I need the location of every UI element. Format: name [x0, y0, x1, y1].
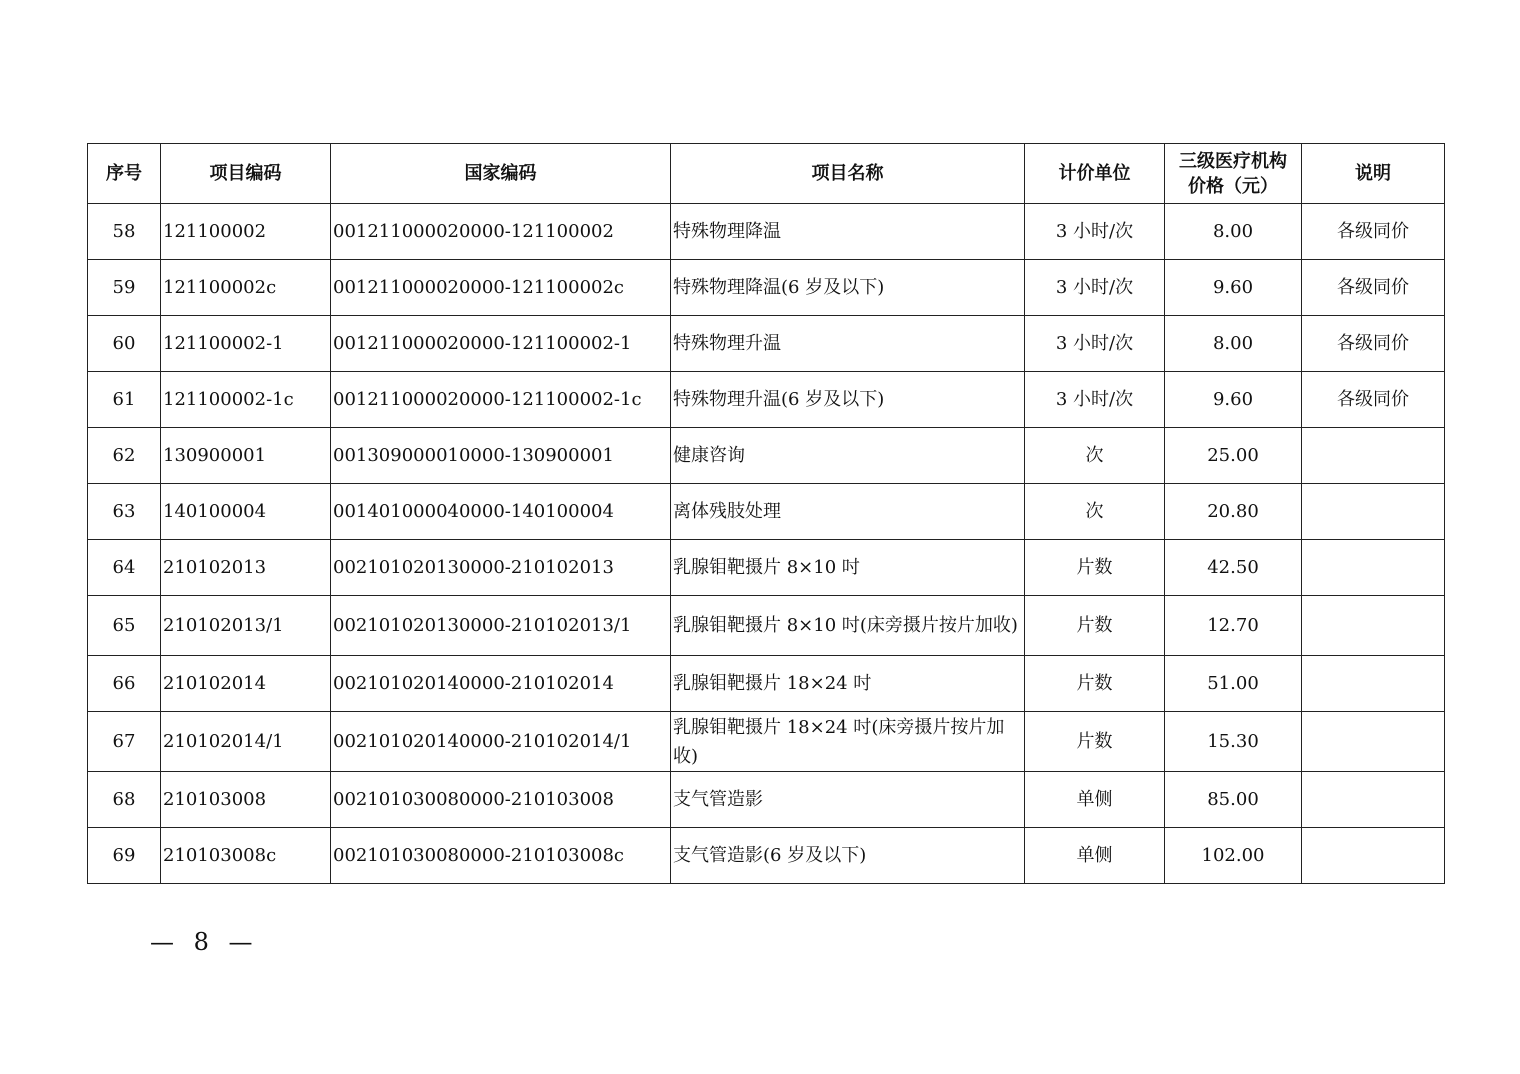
cell-national-code: 002101020130000-210102013/1	[331, 596, 671, 656]
cell-price: 85.00	[1165, 772, 1302, 828]
header-seq: 序号	[88, 144, 161, 204]
cell-seq: 65	[88, 596, 161, 656]
table-row	[88, 204, 1445, 260]
cell-national-code: 002101030080000-210103008	[331, 772, 671, 828]
cell-item-code: 121100002	[161, 204, 331, 260]
cell-unit: 次	[1025, 484, 1165, 540]
cell-unit: 片数	[1025, 596, 1165, 656]
cell-price: 9.60	[1165, 260, 1302, 316]
cell-item-code: 210102013/1	[161, 596, 331, 656]
cell-price: 12.70	[1165, 596, 1302, 656]
cell-note	[1302, 772, 1445, 828]
cell-item-code: 121100002c	[161, 260, 331, 316]
cell-item-name: 离体残肢处理	[671, 484, 1025, 540]
table-row	[88, 772, 1445, 828]
cell-item-name: 支气管造影(6 岁及以下)	[671, 828, 1025, 884]
cell-price: 20.80	[1165, 484, 1302, 540]
table-row	[88, 540, 1445, 596]
table-row	[88, 712, 1445, 772]
cell-unit: 3 小时/次	[1025, 260, 1165, 316]
cell-note	[1302, 828, 1445, 884]
table-body	[88, 204, 1445, 884]
cell-item-code: 140100004	[161, 484, 331, 540]
cell-national-code: 001211000020000-121100002c	[331, 260, 671, 316]
cell-item-name: 健康咨询	[671, 428, 1025, 484]
cell-note: 各级同价	[1302, 260, 1445, 316]
cell-unit: 3 小时/次	[1025, 204, 1165, 260]
cell-price: 25.00	[1165, 428, 1302, 484]
cell-national-code: 001309000010000-130900001	[331, 428, 671, 484]
cell-price: 9.60	[1165, 372, 1302, 428]
cell-seq: 63	[88, 484, 161, 540]
table-row	[88, 828, 1445, 884]
table-row	[88, 372, 1445, 428]
cell-price: 51.00	[1165, 656, 1302, 712]
cell-seq: 58	[88, 204, 161, 260]
page-number: — 8 —	[150, 928, 259, 956]
cell-note: 各级同价	[1302, 204, 1445, 260]
header-row	[88, 144, 1445, 204]
table-header	[88, 144, 1445, 204]
header-item-code: 项目编码	[161, 144, 331, 204]
cell-item-code: 210102013	[161, 540, 331, 596]
header-national-code: 国家编码	[331, 144, 671, 204]
header-item-name: 项目名称	[671, 144, 1025, 204]
cell-unit: 片数	[1025, 540, 1165, 596]
cell-seq: 59	[88, 260, 161, 316]
cell-note: 各级同价	[1302, 372, 1445, 428]
cell-national-code: 001401000040000-140100004	[331, 484, 671, 540]
header-note: 说明	[1302, 144, 1445, 204]
cell-note	[1302, 656, 1445, 712]
cell-item-name: 特殊物理升温(6 岁及以下)	[671, 372, 1025, 428]
cell-unit: 单侧	[1025, 772, 1165, 828]
cell-note	[1302, 484, 1445, 540]
cell-item-code: 210103008	[161, 772, 331, 828]
cell-item-code: 121100002-1	[161, 316, 331, 372]
cell-national-code: 001211000020000-121100002-1c	[331, 372, 671, 428]
header-price-line1: 三级医疗机构	[1179, 150, 1287, 172]
cell-seq: 60	[88, 316, 161, 372]
cell-item-code: 130900001	[161, 428, 331, 484]
cell-item-code: 210102014	[161, 656, 331, 712]
cell-item-code: 210102014/1	[161, 712, 331, 772]
price-table	[87, 143, 1445, 884]
cell-price: 102.00	[1165, 828, 1302, 884]
cell-price: 8.00	[1165, 316, 1302, 372]
cell-national-code: 001211000020000-121100002	[331, 204, 671, 260]
cell-price: 42.50	[1165, 540, 1302, 596]
table-row	[88, 596, 1445, 656]
cell-item-name: 乳腺钼靶摄片 18×24 吋(床旁摄片按片加收)	[671, 712, 1025, 772]
table-row	[88, 656, 1445, 712]
table-row	[88, 428, 1445, 484]
cell-item-name: 支气管造影	[671, 772, 1025, 828]
cell-unit: 片数	[1025, 712, 1165, 772]
cell-national-code: 002101020130000-210102013	[331, 540, 671, 596]
cell-seq: 66	[88, 656, 161, 712]
cell-item-name: 特殊物理升温	[671, 316, 1025, 372]
cell-item-name: 特殊物理降温	[671, 204, 1025, 260]
cell-item-name: 特殊物理降温(6 岁及以下)	[671, 260, 1025, 316]
cell-note: 各级同价	[1302, 316, 1445, 372]
cell-item-code: 210103008c	[161, 828, 331, 884]
cell-seq: 69	[88, 828, 161, 884]
cell-seq: 68	[88, 772, 161, 828]
cell-note	[1302, 712, 1445, 772]
cell-item-name: 乳腺钼靶摄片 18×24 吋	[671, 656, 1025, 712]
header-price-line2: 价格（元）	[1188, 175, 1278, 197]
cell-national-code: 002101020140000-210102014/1	[331, 712, 671, 772]
cell-note	[1302, 596, 1445, 656]
cell-item-name: 乳腺钼靶摄片 8×10 吋	[671, 540, 1025, 596]
cell-note	[1302, 428, 1445, 484]
cell-unit: 3 小时/次	[1025, 316, 1165, 372]
cell-item-name: 乳腺钼靶摄片 8×10 吋(床旁摄片按片加收)	[671, 596, 1025, 656]
cell-unit: 单侧	[1025, 828, 1165, 884]
cell-seq: 61	[88, 372, 161, 428]
cell-seq: 64	[88, 540, 161, 596]
cell-item-code: 121100002-1c	[161, 372, 331, 428]
cell-note	[1302, 540, 1445, 596]
header-unit: 计价单位	[1025, 144, 1165, 204]
table-row	[88, 260, 1445, 316]
cell-national-code: 001211000020000-121100002-1	[331, 316, 671, 372]
header-price	[1165, 144, 1302, 204]
cell-unit: 片数	[1025, 656, 1165, 712]
cell-seq: 67	[88, 712, 161, 772]
table-row	[88, 316, 1445, 372]
cell-unit: 次	[1025, 428, 1165, 484]
cell-price: 8.00	[1165, 204, 1302, 260]
cell-price: 15.30	[1165, 712, 1302, 772]
cell-unit: 3 小时/次	[1025, 372, 1165, 428]
cell-national-code: 002101020140000-210102014	[331, 656, 671, 712]
table-row	[88, 484, 1445, 540]
cell-national-code: 002101030080000-210103008c	[331, 828, 671, 884]
cell-seq: 62	[88, 428, 161, 484]
